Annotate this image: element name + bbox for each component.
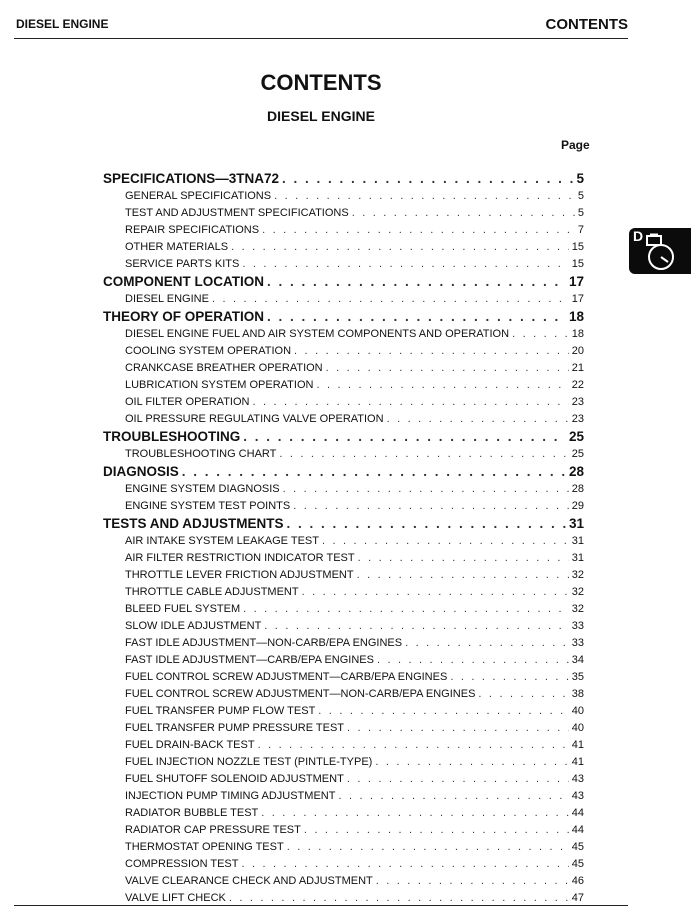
dot-leader xyxy=(387,411,569,428)
toc-entry-page: 20 xyxy=(571,345,584,357)
dot-leader xyxy=(243,601,569,618)
dot-leader xyxy=(375,754,568,771)
dot-leader xyxy=(377,652,569,669)
toc-entry-label: AIR FILTER RESTRICTION INDICATOR TEST xyxy=(125,552,355,564)
toc-subentry[interactable] xyxy=(103,360,584,377)
dot-leader xyxy=(261,805,568,822)
toc-entry-label: VALVE CLEARANCE CHECK AND ADJUSTMENT xyxy=(125,875,373,887)
table-of-contents xyxy=(103,170,584,907)
toc-subentry[interactable] xyxy=(103,635,584,652)
toc-section-entry[interactable] xyxy=(103,428,584,446)
toc-entry-label: AIR INTAKE SYSTEM LEAKAGE TEST xyxy=(125,535,319,547)
toc-entry-page: 21 xyxy=(571,362,584,374)
toc-subentry[interactable] xyxy=(103,737,584,754)
toc-entry-label: FUEL TRANSFER PUMP PRESSURE TEST xyxy=(125,722,345,734)
toc-entry-page: 46 xyxy=(571,875,584,887)
toc-entry-page: 32 xyxy=(571,603,584,615)
toc-entry-page: 33 xyxy=(571,620,584,632)
toc-subentry[interactable] xyxy=(103,222,584,239)
toc-entry-page: 7 xyxy=(577,224,584,236)
header-rule xyxy=(14,38,628,39)
toc-entry-page: 45 xyxy=(571,841,584,853)
toc-section-entry[interactable] xyxy=(103,308,584,326)
engine-icon xyxy=(639,233,679,271)
page-subtitle: DIESEL ENGINE xyxy=(267,108,375,124)
dot-leader xyxy=(304,822,569,839)
dot-leader xyxy=(316,377,568,394)
toc-subentry[interactable] xyxy=(103,498,584,515)
dot-leader xyxy=(512,326,569,343)
toc-subentry[interactable] xyxy=(103,481,584,498)
dot-leader xyxy=(293,498,569,515)
dot-leader xyxy=(357,567,569,584)
toc-entry-page: 31 xyxy=(571,535,584,547)
running-header-section: DIESEL ENGINE xyxy=(16,17,109,31)
dot-leader xyxy=(279,446,568,463)
toc-subentry[interactable] xyxy=(103,771,584,788)
toc-subentry[interactable] xyxy=(103,343,584,360)
toc-entry-label: SERVICE PARTS KITS xyxy=(125,258,240,270)
toc-entry-label: ENGINE SYSTEM DIAGNOSIS xyxy=(125,483,280,495)
toc-entry-label: FUEL INJECTION NOZZLE TEST (PINTLE-TYPE) xyxy=(125,756,373,768)
toc-entry-page: 44 xyxy=(571,824,584,836)
toc-entry-page: 40 xyxy=(571,705,584,717)
toc-entry-page: 38 xyxy=(571,688,584,700)
toc-subentry[interactable] xyxy=(103,754,584,771)
dot-leader xyxy=(231,239,569,256)
toc-entry-page: 15 xyxy=(571,258,584,270)
toc-entry-page: 44 xyxy=(571,807,584,819)
toc-entry-page: 31 xyxy=(568,516,584,531)
toc-entry-label: TROUBLESHOOTING xyxy=(103,429,241,444)
toc-subentry[interactable] xyxy=(103,550,584,567)
toc-subentry[interactable] xyxy=(103,652,584,669)
dot-leader xyxy=(267,308,566,326)
toc-entry-label: OIL FILTER OPERATION xyxy=(125,396,250,408)
toc-entry-label: COOLING SYSTEM OPERATION xyxy=(125,345,292,357)
toc-section-entry[interactable] xyxy=(103,273,584,291)
toc-entry-page: 15 xyxy=(571,241,584,253)
toc-entry-page: 28 xyxy=(571,483,584,495)
toc-entry-label: ENGINE SYSTEM TEST POINTS xyxy=(125,500,291,512)
dot-leader xyxy=(264,618,568,635)
toc-entry-page: 5 xyxy=(577,190,584,202)
toc-subentry[interactable] xyxy=(103,584,584,601)
toc-entry-label: TROUBLESHOOTING CHART xyxy=(125,448,277,460)
dot-leader xyxy=(182,463,566,481)
footer-rule xyxy=(14,905,628,906)
toc-subentry[interactable] xyxy=(103,856,584,873)
dot-leader xyxy=(262,222,575,239)
dot-leader xyxy=(294,343,569,360)
toc-entry-page: 35 xyxy=(571,671,584,683)
dot-leader xyxy=(243,428,566,446)
toc-entry-label: DIESEL ENGINE FUEL AND AIR SYSTEM COMPONENTS AND OPERATION xyxy=(125,328,510,340)
toc-subentry[interactable] xyxy=(103,394,584,411)
toc-subentry[interactable] xyxy=(103,567,584,584)
dot-leader xyxy=(242,256,568,273)
toc-entry-label: FUEL DRAIN-BACK TEST xyxy=(125,739,255,751)
toc-entry-page: 17 xyxy=(571,293,584,305)
toc-subentry[interactable] xyxy=(103,720,584,737)
toc-entry-page: 41 xyxy=(571,739,584,751)
toc-entry-label: COMPONENT LOCATION xyxy=(103,274,264,289)
toc-entry-label: TEST AND ADJUSTMENT SPECIFICATIONS xyxy=(125,207,349,219)
toc-subentry[interactable] xyxy=(103,703,584,720)
page-title: CONTENTS xyxy=(260,70,382,95)
toc-entry-page: 17 xyxy=(568,274,584,289)
toc-subentry[interactable] xyxy=(103,669,584,686)
dot-leader xyxy=(376,873,569,890)
toc-subentry[interactable] xyxy=(103,291,584,308)
toc-section-entry[interactable] xyxy=(103,515,584,533)
page-column-label: Page xyxy=(561,138,590,152)
toc-entry-label: DIESEL ENGINE xyxy=(125,293,209,305)
section-tab-letter: D xyxy=(633,228,644,244)
toc-section-entry[interactable] xyxy=(103,170,584,188)
toc-entry-label: SPECIFICATIONS—3TNA72 xyxy=(103,171,280,186)
toc-entry-label: VALVE LIFT CHECK xyxy=(125,892,226,904)
toc-entry-label: THROTTLE LEVER FRICTION ADJUSTMENT xyxy=(125,569,354,581)
toc-entry-page: 23 xyxy=(571,413,584,425)
toc-subentry[interactable] xyxy=(103,205,584,222)
toc-entry-label: REPAIR SPECIFICATIONS xyxy=(125,224,260,236)
toc-entry-label: FAST IDLE ADJUSTMENT—CARB/EPA ENGINES xyxy=(125,654,374,666)
toc-entry-label: THEORY OF OPERATION xyxy=(103,309,265,324)
toc-subentry[interactable] xyxy=(103,326,584,343)
toc-subentry[interactable] xyxy=(103,377,584,394)
toc-entry-page: 5 xyxy=(577,207,584,219)
toc-entry-page: 34 xyxy=(571,654,584,666)
toc-entry-page: 25 xyxy=(571,448,584,460)
dot-leader xyxy=(352,205,575,222)
toc-subentry[interactable] xyxy=(103,533,584,550)
toc-entry-page: 32 xyxy=(571,586,584,598)
toc-subentry[interactable] xyxy=(103,618,584,635)
toc-entry-page: 45 xyxy=(571,858,584,870)
toc-entry-label: FUEL CONTROL SCREW ADJUSTMENT—CARB/EPA ENGINES xyxy=(125,671,448,683)
toc-subentry[interactable] xyxy=(103,788,584,805)
toc-entry-page: 41 xyxy=(571,756,584,768)
toc-subentry[interactable] xyxy=(103,805,584,822)
toc-entry-label: DIAGNOSIS xyxy=(103,464,179,479)
toc-subentry[interactable] xyxy=(103,873,584,890)
toc-entry-label: COMPRESSION TEST xyxy=(125,858,239,870)
dot-leader xyxy=(358,550,569,567)
toc-entry-page: 25 xyxy=(568,429,584,444)
dot-leader xyxy=(338,788,568,805)
toc-entry-page: 43 xyxy=(571,790,584,802)
dot-leader xyxy=(478,686,568,703)
toc-entry-label: THERMOSTAT OPENING TEST xyxy=(125,841,284,853)
toc-entry-page: 18 xyxy=(571,328,584,340)
running-header-title: CONTENTS xyxy=(545,16,628,33)
dot-leader xyxy=(212,291,569,308)
dot-leader xyxy=(252,394,568,411)
dot-leader xyxy=(274,188,575,205)
toc-entry-page: 32 xyxy=(571,569,584,581)
toc-subentry[interactable] xyxy=(103,601,584,618)
toc-entry-label: TESTS AND ADJUSTMENTS xyxy=(103,516,284,531)
toc-entry-page: 28 xyxy=(568,464,584,479)
toc-entry-page: 47 xyxy=(571,892,584,904)
dot-leader xyxy=(283,481,569,498)
toc-entry-label: SLOW IDLE ADJUSTMENT xyxy=(125,620,262,632)
dot-leader xyxy=(450,669,568,686)
toc-entry-label: OTHER MATERIALS xyxy=(125,241,229,253)
toc-entry-page: 29 xyxy=(571,500,584,512)
toc-entry-page: 33 xyxy=(571,637,584,649)
toc-entry-label: FUEL TRANSFER PUMP FLOW TEST xyxy=(125,705,316,717)
toc-subentry[interactable] xyxy=(103,256,584,273)
toc-entry-label: BLEED FUEL SYSTEM xyxy=(125,603,241,615)
toc-entry-page: 40 xyxy=(571,722,584,734)
dot-leader xyxy=(347,771,569,788)
toc-entry-label: THROTTLE CABLE ADJUSTMENT xyxy=(125,586,299,598)
toc-entry-label: GENERAL SPECIFICATIONS xyxy=(125,190,272,202)
toc-entry-page: 23 xyxy=(571,396,584,408)
toc-entry-page: 18 xyxy=(568,309,584,324)
toc-entry-label: FUEL SHUTOFF SOLENOID ADJUSTMENT xyxy=(125,773,344,785)
toc-subentry[interactable] xyxy=(103,239,584,256)
dot-leader xyxy=(405,635,569,652)
dot-leader xyxy=(347,720,569,737)
toc-entry-label: LUBRICATION SYSTEM OPERATION xyxy=(125,379,314,391)
toc-entry-label: RADIATOR BUBBLE TEST xyxy=(125,807,259,819)
toc-subentry[interactable] xyxy=(103,411,584,428)
toc-entry-label: OIL PRESSURE REGULATING VALVE OPERATION xyxy=(125,413,384,425)
toc-entry-page: 5 xyxy=(576,171,584,186)
toc-entry-label: CRANKCASE BREATHER OPERATION xyxy=(125,362,323,374)
toc-subentry[interactable] xyxy=(103,839,584,856)
toc-entry-label: FUEL CONTROL SCREW ADJUSTMENT—NON-CARB/EPA ENGINES xyxy=(125,688,476,700)
dot-leader xyxy=(322,533,569,550)
toc-subentry[interactable] xyxy=(103,822,584,839)
toc-subentry[interactable] xyxy=(103,188,584,205)
dot-leader xyxy=(258,737,569,754)
dot-leader xyxy=(282,170,573,188)
dot-leader xyxy=(241,856,568,873)
dot-leader xyxy=(287,515,566,533)
toc-entry-label: FAST IDLE ADJUSTMENT—NON-CARB/EPA ENGINES xyxy=(125,637,403,649)
dot-leader xyxy=(287,839,569,856)
toc-entry-label: RADIATOR CAP PRESSURE TEST xyxy=(125,824,301,836)
section-tab xyxy=(629,228,691,274)
dot-leader xyxy=(302,584,569,601)
toc-subentry[interactable] xyxy=(103,686,584,703)
toc-subentry[interactable] xyxy=(103,446,584,463)
toc-entry-page: 22 xyxy=(571,379,584,391)
dot-leader xyxy=(326,360,569,377)
toc-entry-label: INJECTION PUMP TIMING ADJUSTMENT xyxy=(125,790,336,802)
toc-entry-page: 43 xyxy=(571,773,584,785)
dot-leader xyxy=(318,703,568,720)
toc-entry-page: 31 xyxy=(571,552,584,564)
toc-section-entry[interactable] xyxy=(103,463,584,481)
dot-leader xyxy=(267,273,566,291)
